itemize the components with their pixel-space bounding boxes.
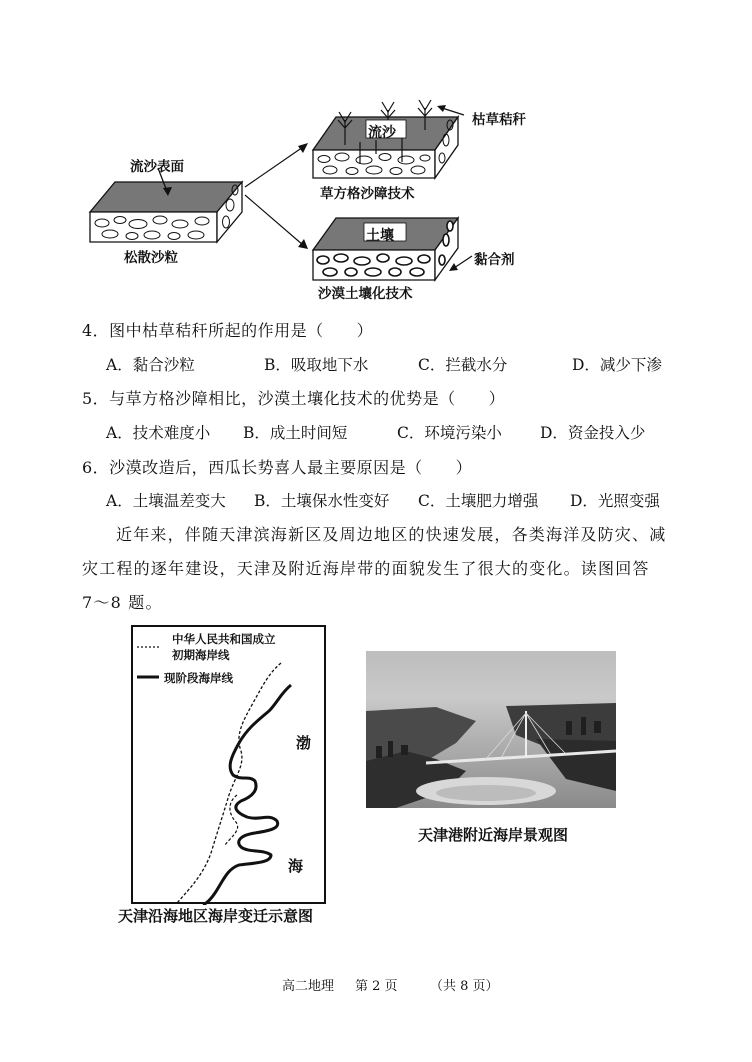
intro-paragraph-line-2: 灾工程的逐年建设，天津及附近海岸带的面貌发生了很大的变化。读图回答 <box>82 559 650 578</box>
soil-box-text: 土壤 <box>366 228 394 244</box>
question-4: 4．图中枯草秸秆所起的作用是（ ） <box>82 321 374 340</box>
question-5-option-c: C．环境污染小 <box>397 424 502 442</box>
bohai-label-char-2: 海 <box>288 857 304 875</box>
question-6-option-a: A．土壤温差变大 <box>106 492 226 510</box>
bohai-label-char-1: 渤 <box>296 734 312 752</box>
footer-subject: 高二地理 <box>282 979 335 994</box>
question-4-option-d: D．减少下渗 <box>572 356 662 374</box>
map-legend-current: 现阶段海岸线 <box>164 671 233 685</box>
question-6: 6．沙漠改造后，西瓜长势喜人最主要原因是（ ） <box>82 458 473 477</box>
question-5: 5．与草方格沙障相比，沙漠土壤化技术的优势是（ ） <box>82 389 506 408</box>
question-5-option-d: D．资金投入少 <box>540 424 646 442</box>
soil-technique-caption: 沙漠土壤化技术 <box>318 286 413 302</box>
footer-page-number: 第 2 页 <box>355 979 398 994</box>
quicksand-surface-label: 流沙表面 <box>130 159 184 175</box>
question-5-option-a: A．技术难度小 <box>106 424 211 442</box>
binder-label: 黏合剂 <box>474 252 515 268</box>
quicksand-box-text: 流沙 <box>368 125 396 141</box>
question-6-option-c: C．土壤肥力增强 <box>418 492 539 510</box>
straw-technique-caption: 草方格沙障技术 <box>320 186 415 202</box>
question-4-option-b: B．吸取地下水 <box>264 356 369 374</box>
tianjin-port-photo <box>366 651 616 808</box>
question-4-option-a: A．黏合沙粒 <box>106 356 195 374</box>
question-6-option-d: D．光照变强 <box>570 492 660 510</box>
straw-label: 枯草秸秆 <box>472 112 526 128</box>
intro-paragraph-line-1: 近年来，伴随天津滨海新区及周边地区的快速发展，各类海洋及防灾、减 <box>116 525 667 544</box>
question-5-option-b: B．成土时间短 <box>243 424 348 442</box>
photo-caption: 天津港附近海岸景观图 <box>418 826 569 844</box>
map-caption: 天津沿海地区海岸变迁示意图 <box>118 907 314 925</box>
footer-total-pages: （共 8 页） <box>430 979 499 994</box>
intro-paragraph-line-3: 7～8 题。 <box>82 593 163 612</box>
question-4-option-c: C．拦截水分 <box>418 356 508 374</box>
map-legend-early-line2: 初期海岸线 <box>172 648 230 662</box>
map-legend-early-line1: 中华人民共和国成立 <box>172 632 276 646</box>
question-6-option-b: B．土壤保水性变好 <box>254 492 390 510</box>
loose-sand-label: 松散沙粒 <box>124 250 178 266</box>
